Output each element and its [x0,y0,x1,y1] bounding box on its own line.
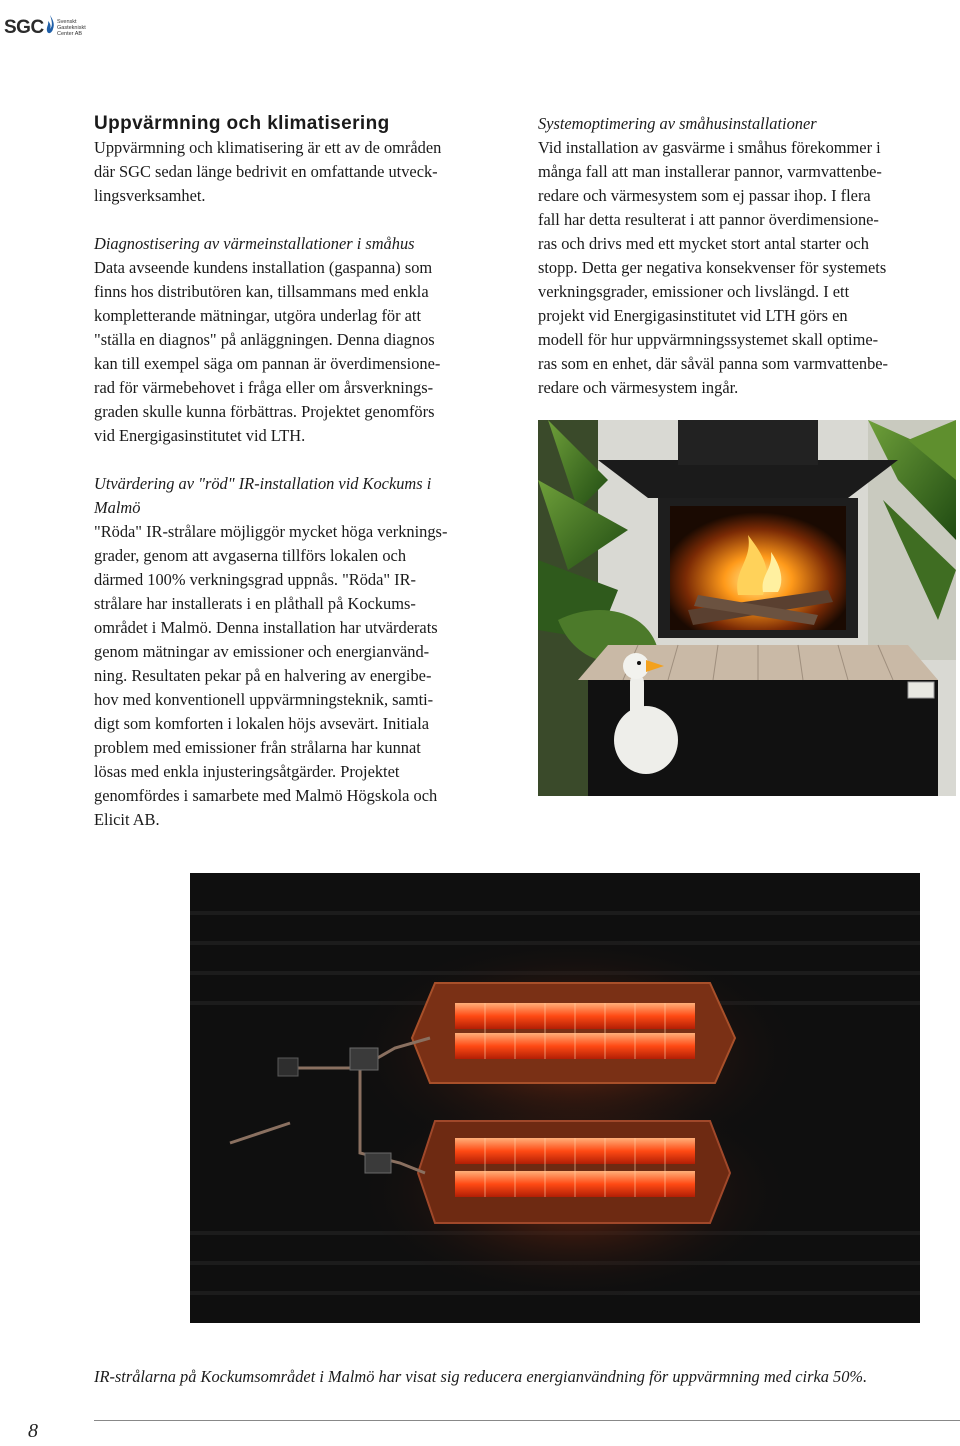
body-line: hov med konventionell uppvärmningsteknik, samti- [94,690,434,709]
footer-rule [94,1420,960,1421]
body-line: verkningsgrader, emissioner och livslängd. I ett [538,282,850,301]
intro-line: Uppvärmning och klimatisering är ett av de områden [94,138,442,157]
right-column [538,112,956,400]
ir-heater-photo [190,873,920,1323]
body-line: Data avseende kundens installation (gaspanna) som [94,258,433,277]
body-line: därmed 100% verkningsgrad uppnås. "Röda" IR- [94,570,417,589]
body-line: området i Malmö. Denna installation har utvärderats [94,618,438,637]
body-line: graden skulle kunna förbättras. Projektet genomförs [94,402,435,421]
logo-text: SGC [4,17,44,38]
body-line: lösas med enkla injusteringsåtgärder. Projektet [94,762,400,781]
section-heading-ir: Malmö [94,498,141,517]
logo-subtitle: Svenskt Gastekniskt Center AB [57,19,86,37]
body-line: genomfördes i samarbete med Malmö Högskola och [94,786,438,805]
body-line: digt som komforten i lokalen höjs avsevärt. Initiala [94,714,430,733]
sgc-logo [4,14,94,40]
left-column [94,112,524,832]
fireplace-photo [538,420,956,796]
body-line: Vid installation av gasvärme i småhus förekommer i [538,138,881,157]
flame-icon [44,14,56,38]
body-line: projekt vid Energigasinstitutet vid LTH görs en [538,306,848,325]
body-line: problem med emissioner från strålarna har kunnat [94,738,421,757]
ir-heater-illustration [190,873,920,1323]
body-line: ras som en enhet, där såväl panna som varmvattenbe- [538,354,888,373]
page-number: 8 [28,1420,38,1442]
body-line: genom mätningar av emissioner och energianvänd- [94,642,430,661]
intro-line: där SGC sedan länge bedrivit en omfattande utveck- [94,162,438,181]
body-line: ning. Resultaten pekar på en halvering av energibe- [94,666,432,685]
section-heading-system: Systemoptimering av småhusinstallationer [538,114,817,133]
main-heading: Uppvärmning och klimatisering [94,113,390,134]
body-line: fall har detta resulterat i att pannor överdimensione- [538,210,879,229]
body-line: vid Energigasinstitutet vid LTH. [94,426,306,445]
body-line: grader, genom att avgaserna tillförs lokalen och [94,546,407,565]
body-line: "Röda" IR-strålare möjliggör mycket höga verknings- [94,522,448,541]
body-line: modell för hur uppvärmningssystemet skall optime- [538,330,879,349]
body-line: redare och värmesystem som ej passar ihop. I flera [538,186,871,205]
section-heading-diagnostics: Diagnostisering av värmeinstallationer i småhus [94,234,415,253]
photo-caption: IR-strålarna på Kockumsområdet i Malmö har visat sig reducera energianvändning för uppvärmning med cirka 50%. [94,1367,868,1386]
intro-line: lingsverksamhet. [94,186,206,205]
body-line: finns hos distributören kan, tillsammans med enkla [94,282,429,301]
body-line: "ställa en diagnos" på anläggningen. Denna diagnos [94,330,435,349]
body-line: kompletterande mätningar, utgöra underlag för att [94,306,422,325]
body-line: Elicit AB. [94,810,160,829]
section-heading-ir: Utvärdering av "röd" IR-installation vid Kockums i [94,474,432,493]
body-line: kan till exempel säga om pannan är överdimensione- [94,354,441,373]
body-line: rad för värmebehovet i fråga eller om årsverknings- [94,378,434,397]
body-line: redare och värmesystem ingår. [538,378,739,397]
body-line: många fall att man installerar pannor, varmvattenbe- [538,162,882,181]
body-line: stopp. Detta ger negativa konsekvenser för systemets [538,258,887,277]
fireplace-illustration [538,420,956,796]
body-line: ras och drivs med ett mycket stort antal starter och [538,234,869,253]
body-line: strålare har installerats i en plåthall på Kockums- [94,594,416,613]
